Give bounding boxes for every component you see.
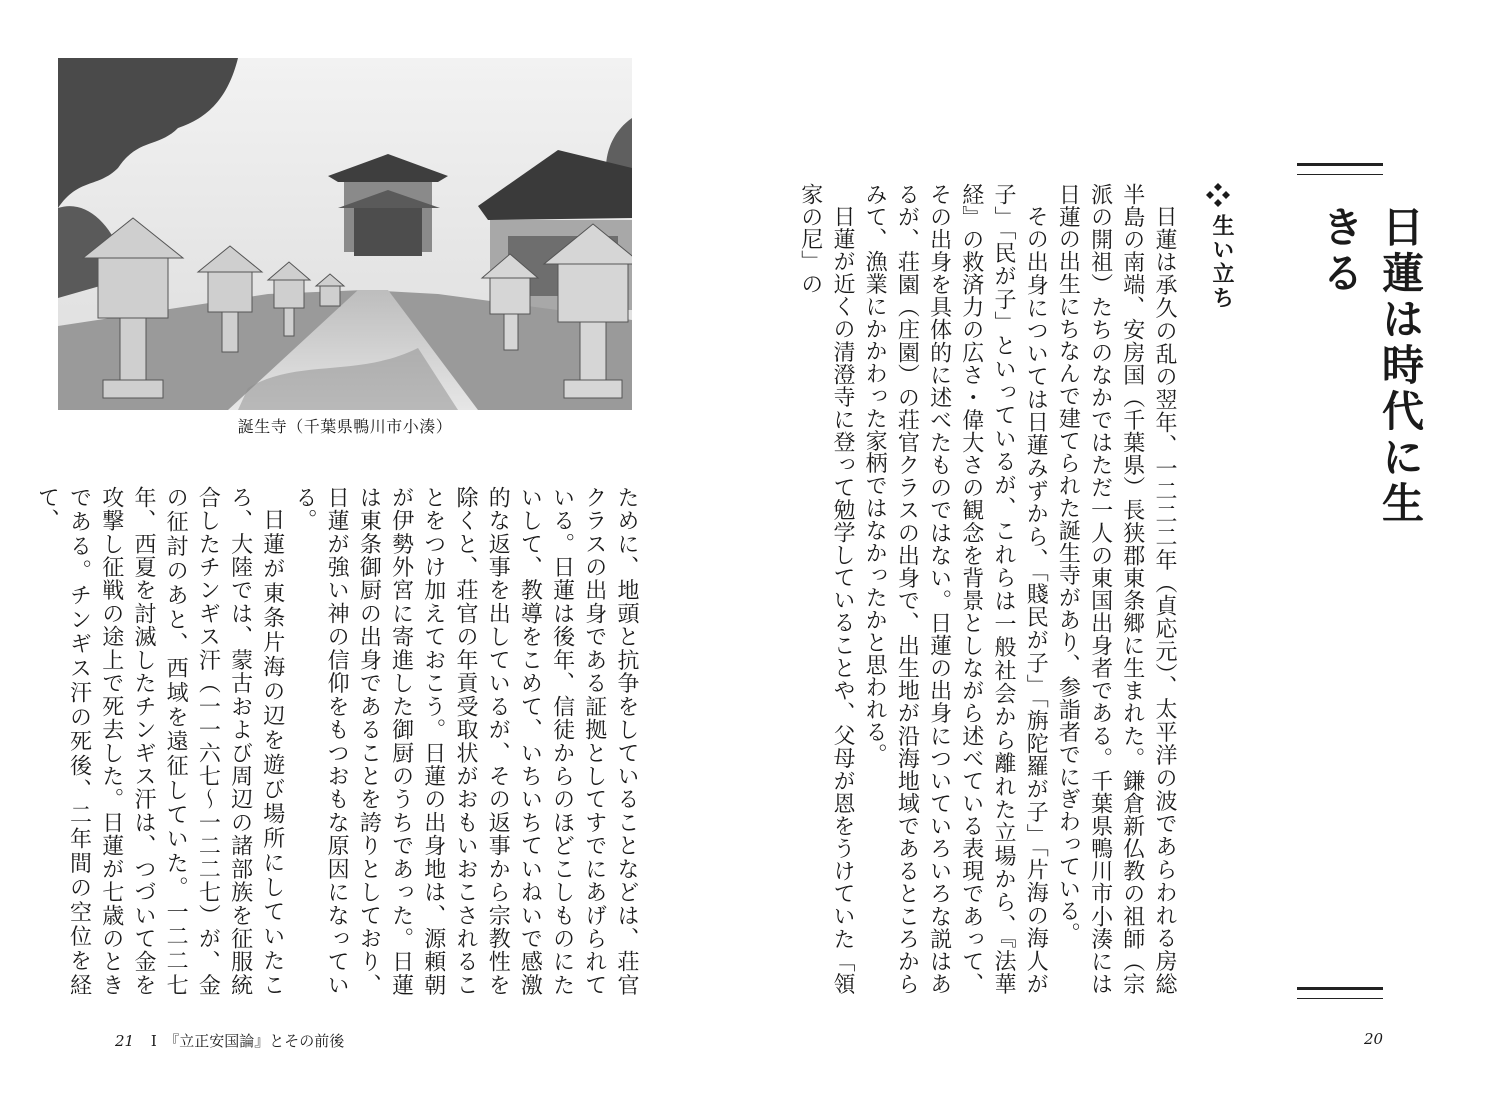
page-number-left: 21: [115, 1032, 135, 1050]
paragraph: 日蓮が近くの清澄寺に登って勉学していることや、父母が恩をうけていた「領家の尼」の: [797, 183, 855, 995]
section-heading: 生い立ち: [1209, 214, 1234, 310]
right-page-body: [797, 183, 1180, 995]
paragraph: その出身については日蓮みずから、「賤民が子」「旃陀羅が子」「片海の海人が子」「民が子」といっているが、これらは一般社会から離れた立場から、『法華経』の救済力の広さ・偉大さの観念を背景としながら述べている表現であって、その出身を具体的に述べたものではない。日蓮の出身についていろいろな説はあるが、荘園（庄園）の荘官クラスの出身で、出生地が沿海地域であるところからみて、漁業にかかわった家柄ではなかったかと思われる。: [862, 183, 1049, 995]
page-footer-left: [115, 1030, 344, 1051]
photo-caption: 誕生寺（千葉県鴨川市小湊）: [237, 417, 453, 436]
page-number-right: 20: [1364, 1030, 1384, 1048]
running-head: Ⅰ 『立正安国論』とその前後: [150, 1032, 345, 1050]
temple-photo: [58, 58, 632, 410]
left-page-body: [34, 486, 642, 996]
paragraph: 日蓮は承久の乱の翌年、一二二二年（貞応元）、太平洋の波であらわれる房総半島の南端、安房国（千葉県）長狭郡東条郷に生まれた。鎌倉新仏教の祖師（宗派の開祖）たちのなかではただ一人の東国出身者である。千葉県鴨川市小湊には日蓮の出生にちなんで建てられた誕生寺があり、参詣者でにぎわっている。: [1055, 183, 1177, 995]
title-rule-bottom: [1297, 987, 1383, 999]
title-rule-top: [1297, 163, 1383, 175]
paragraph: 日蓮が東条片海の辺を遊び場所にしていたころ、大陸では、蒙古および周辺の諸部族を征服統合したチンギス汗（一一六七〜一二二七）が、金の征討のあと、西域を遠征していた。一二二七年、西夏を討滅したチンギス汗は、つづいて金を攻撃し征戦の途上で死去した。日蓮が七歳のときである。チンギス汗の死後、二年間の空位を経て、: [34, 486, 285, 996]
chapter-title: 日蓮は時代に生きる: [1316, 205, 1425, 527]
diamond-ornament-icon: [1205, 182, 1231, 208]
paragraph: ために、地頭と抗争をしていることなどは、荘官クラスの出身である証拠としてすでにあげられている。日蓮は後年、信徒からのほどこしものにたいして、教導をこめて、いちいちていねいで感激的な返事を出しているが、その返事から宗教性を除くと、荘官の年貢受取状がおもいおこされることをつけ加えておこう。日蓮の出身地は、源頼朝が伊勢外宮に寄進した御厨のうちであった。日蓮は東条御厨の出身であることを誇りとしており、日蓮が強い神の信仰をもつおもな原因になっている。: [291, 486, 639, 996]
